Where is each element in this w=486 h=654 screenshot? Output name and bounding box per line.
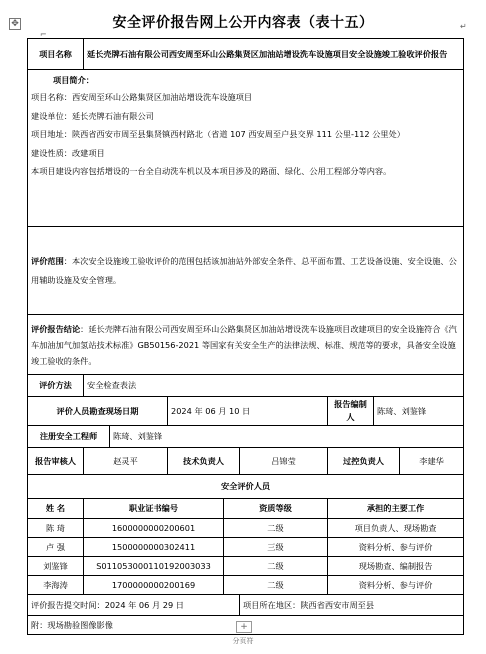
intro-line: 项目名称：西安周至环山公路集贤区加油站增设洗车设施项目 bbox=[31, 92, 253, 102]
personnel-level: 二级 bbox=[224, 557, 328, 576]
conclusion-row bbox=[28, 315, 464, 375]
reviewers-row bbox=[28, 448, 464, 475]
personnel-header-name: 姓 名 bbox=[28, 499, 84, 519]
personnel-header-work: 承担的主要工作 bbox=[328, 499, 464, 519]
personnel-level: 二级 bbox=[224, 519, 328, 538]
site-visit-row bbox=[28, 397, 464, 426]
tech-lead-value: 吕锦莹 bbox=[240, 448, 328, 475]
site-visit-label: 评价人员勘查现场日期 bbox=[28, 397, 168, 426]
registered-engineer-label: 注册安全工程师 bbox=[28, 426, 110, 448]
personnel-name: 陈 琦 bbox=[28, 519, 84, 538]
table-row bbox=[28, 538, 464, 557]
personnel-section-row bbox=[28, 475, 464, 499]
compiler-label: 报告编制人 bbox=[328, 397, 374, 426]
table-row bbox=[28, 576, 464, 595]
personnel-header-row bbox=[28, 499, 464, 519]
personnel-cert: 1700000000200169 bbox=[84, 576, 224, 595]
paragraph-mark-icon: ↵ bbox=[460, 22, 467, 31]
method-label: 评价方法 bbox=[28, 375, 84, 397]
submit-date-value: 2024 年 06 月 29 日 bbox=[104, 599, 184, 610]
location-value: 陕西省西安市周至县 bbox=[300, 599, 375, 610]
registered-engineer-value: 陈琦、刘鉴锋 bbox=[110, 426, 464, 448]
personnel-name: 卢 强 bbox=[28, 538, 84, 557]
intro-line: 建设性质：改建项目 bbox=[31, 147, 105, 158]
attachment-value: 现场勘验图像影像 bbox=[47, 619, 113, 630]
report-reviewer-label: 报告审核人 bbox=[28, 448, 84, 475]
compiler-value: 陈琦、刘鉴锋 bbox=[374, 397, 464, 426]
tech-lead-label: 技术负责人 bbox=[168, 448, 240, 475]
table-move-handle-icon[interactable]: ✥ bbox=[9, 18, 21, 30]
personnel-cert: 1500000000302411 bbox=[84, 538, 224, 557]
personnel-header-level: 资质等级 bbox=[224, 499, 328, 519]
intro-line: 项目地址：陕西省西安市周至县集贤镇西村路北（省道 107 西安周至户县交界 111 公里-112 公里处） bbox=[31, 129, 405, 139]
personnel-cert: S011053000110192003033 bbox=[84, 557, 224, 576]
conclusion-label: 评价报告结论 bbox=[31, 323, 81, 334]
report-disclosure-table bbox=[27, 38, 464, 635]
document-title: 安全评价报告网上公开内容表（表十五） bbox=[112, 15, 374, 31]
report-reviewer-value: 赵灵平 bbox=[84, 448, 168, 475]
add-row-icon[interactable]: + bbox=[236, 621, 252, 633]
process-lead-label: 过控负责人 bbox=[328, 448, 400, 475]
project-name-label: 项目名称 bbox=[28, 39, 84, 70]
personnel-work: 项目负责人、现场勘查 bbox=[328, 519, 464, 538]
scope-text: ：本次安全设施竣工验收评价的范围包括该加油站外部安全条件、总平面布置、工艺设备设施、安全设施、公用辅助设施及安全管理。 bbox=[31, 255, 457, 285]
registered-engineer-row bbox=[28, 426, 464, 448]
location-cell bbox=[240, 595, 464, 616]
method-value: 安全检查表法 bbox=[84, 375, 464, 397]
personnel-cert: 1600000000200601 bbox=[84, 519, 224, 538]
attachment-label: 附： bbox=[31, 619, 48, 630]
personnel-name: 李海涛 bbox=[28, 576, 84, 595]
page-break-marker: 分页符 bbox=[232, 637, 254, 645]
project-name-value: 延长壳牌石油有限公司西安周至环山公路集贤区加油站增设洗车设施项目安全设施竣工验收评价报告 bbox=[84, 39, 464, 70]
table-row bbox=[28, 557, 464, 576]
scope-row bbox=[28, 227, 464, 315]
personnel-work: 资料分析、参与评价 bbox=[328, 538, 464, 557]
site-visit-date: 2024 年 06 月 10 日 bbox=[168, 397, 328, 426]
conclusion-text: ：延长壳牌石油有限公司西安周至环山公路集贤区加油站增设洗车设施项目改建项目的安全设施符合《汽车加油加气加氢站技术标准》GB50156-2021 等国家有关安全生产的法律法规、标准、规范等的要求，具备安全设施竣工验收的条件。 bbox=[31, 323, 457, 366]
intro-line: 建设单位：延长壳牌石油有限公司 bbox=[31, 110, 154, 121]
personnel-work: 资料分析、参与评价 bbox=[328, 576, 464, 595]
project-intro-row bbox=[28, 70, 464, 227]
intro-line: 本项目建设内容包括增设的一台全自动洗车机以及本项目涉及的路面、绿化、公用工程部分等内容。 bbox=[31, 166, 392, 176]
submit-location-row bbox=[28, 595, 464, 616]
personnel-header-cert: 职业证书编号 bbox=[84, 499, 224, 519]
project-name-row bbox=[28, 39, 464, 70]
margin-corner-mark: ⌐ bbox=[40, 30, 47, 39]
location-label: 项目所在地区： bbox=[243, 599, 301, 610]
method-row bbox=[28, 375, 464, 397]
personnel-level: 二级 bbox=[224, 576, 328, 595]
personnel-level: 三级 bbox=[224, 538, 328, 557]
submit-date-label: 评价报告提交时间： bbox=[31, 599, 105, 610]
table-row bbox=[28, 519, 464, 538]
project-intro-label: 项目简介： bbox=[53, 75, 94, 85]
scope-label: 评价范围 bbox=[31, 255, 64, 266]
process-lead-value: 李建华 bbox=[400, 448, 464, 475]
personnel-name: 刘鉴锋 bbox=[28, 557, 84, 576]
personnel-section-title: 安全评价人员 bbox=[28, 475, 464, 499]
submit-date-cell bbox=[28, 595, 240, 616]
personnel-work: 现场勘查、编制报告 bbox=[328, 557, 464, 576]
